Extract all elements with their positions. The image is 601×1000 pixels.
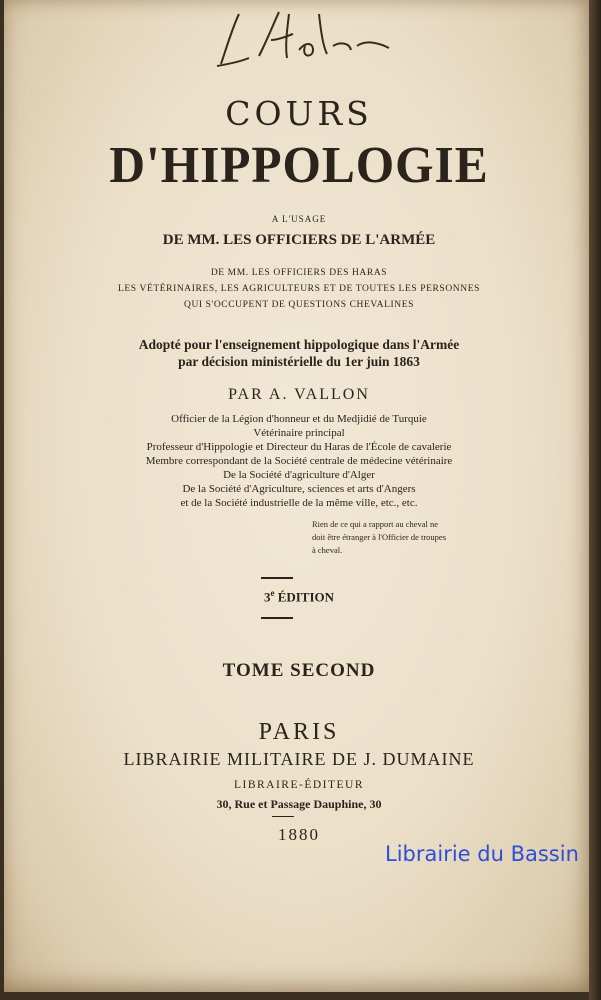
credential-line: et de la Société industrielle de la même ville, etc., etc. bbox=[180, 497, 418, 509]
epigraph-line: à cheval. bbox=[312, 545, 343, 555]
author: PAR A. VALLON bbox=[228, 386, 370, 403]
city: PARIS bbox=[258, 719, 340, 745]
edition-number: 3 bbox=[263, 589, 271, 605]
handwritten-signature bbox=[209, 6, 409, 76]
edition-label: ÉDITION bbox=[274, 589, 335, 605]
credential-line: De la Société d'agriculture d'Alger bbox=[223, 469, 375, 481]
main-title: D'HIPPOLOGIE bbox=[109, 137, 489, 194]
epigraph bbox=[312, 518, 502, 557]
divider bbox=[261, 577, 293, 579]
publisher-address: 30, Rue et Passage Dauphine, 30 bbox=[216, 797, 382, 811]
year: 1880 bbox=[278, 825, 320, 844]
divider bbox=[272, 816, 294, 817]
adoption-line: par décision ministérielle du 1er juin 1863 bbox=[178, 354, 420, 369]
publisher-role: LIBRAIRE-ÉDITEUR bbox=[233, 779, 365, 791]
epigraph-line: Rien de ce qui a rapport au cheval ne bbox=[312, 519, 439, 529]
tome: TOME SECOND bbox=[222, 660, 376, 681]
publisher: LIBRAIRIE MILITAIRE DE J. DUMAINE bbox=[123, 749, 475, 769]
credential-line: Professeur d'Hippologie et Directeur du Haras de l'École de cavalerie bbox=[146, 441, 452, 453]
adoption-line: Adopté pour l'enseignement hippologique dans l'Armée bbox=[138, 337, 460, 352]
audience-line: QUI S'OCCUPENT DE QUESTIONS CHEVALINES bbox=[183, 300, 414, 310]
epigraph-line: doit être étranger à l'Officier de troupes bbox=[312, 532, 447, 542]
title-page bbox=[4, 0, 594, 992]
title-line-1: COURS bbox=[225, 94, 373, 133]
book-edge bbox=[589, 0, 601, 1000]
credential-line: Membre correspondant de la Société centrale de médecine vétérinaire bbox=[145, 455, 453, 467]
audience-main: DE MM. LES OFFICIERS DE L'ARMÉE bbox=[162, 232, 436, 248]
usage-label: A L'USAGE bbox=[271, 214, 327, 224]
audience-line: LES VÉTÉRINAIRES, LES AGRICULTEURS ET DE TOUTES LES PERSONNES bbox=[117, 284, 480, 294]
edition-superscript: e bbox=[270, 588, 275, 598]
divider bbox=[261, 617, 293, 619]
credential-line: De la Société d'Agriculture, sciences et arts d'Angers bbox=[182, 483, 416, 495]
credential-line: Officier de la Légion d'honneur et du Medjidié de Turquie bbox=[171, 413, 427, 425]
watermark: Librairie du Bassin bbox=[385, 842, 579, 866]
credential-line: Vétérinaire principal bbox=[253, 427, 345, 439]
audience-line: DE MM. LES OFFICIERS DES HARAS bbox=[210, 268, 388, 278]
edition bbox=[4, 588, 594, 605]
